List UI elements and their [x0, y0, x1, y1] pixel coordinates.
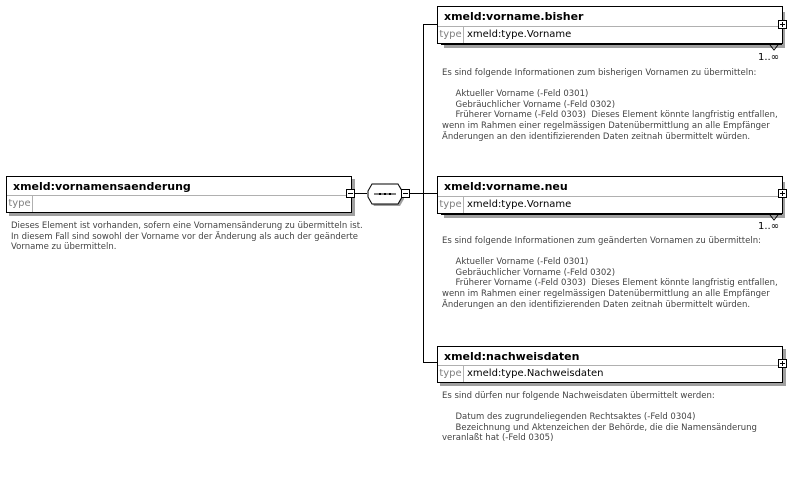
child-1-name: xmeld:vorname.bisher [444, 10, 584, 23]
child-2-element-box[interactable] [437, 176, 783, 214]
child-2-name: xmeld:vorname.neu [444, 180, 568, 193]
connector-child-2 [423, 193, 437, 194]
child-2-cardinality: 1..∞ [758, 221, 780, 232]
child-2-type-value: xmeld:type.Vorname [467, 199, 572, 210]
child-3-annotation: Es sind dürfen nur folgende Nachweisdaten übermittelt werden: Datum des zugrundeliegenden Rechtsaktes (-Feld 0304) Bezeichnung und Aktenzeichen der Behörde, die die Namensänderung veranlaßt hat (-Feld 0305) [442, 391, 757, 444]
child-1-type-value: xmeld:type.Vorname [467, 29, 572, 40]
root-type-label: type [7, 196, 33, 212]
child-1-type-label: type [438, 27, 464, 43]
child-3-type-row [438, 365, 782, 382]
root-type-row [7, 195, 351, 212]
child-3-expand-icon[interactable] [778, 359, 787, 368]
root-element-box[interactable] [6, 176, 352, 213]
child-3-type-label: type [438, 366, 464, 382]
child-1-expand-icon[interactable] [778, 20, 787, 29]
child-2-annotation: Es sind folgende Informationen zum geänderten Vornamen zu übermitteln: Aktueller Vorname (-Feld 0301) Gebräuchlicher Vorname (-Feld 0302) Früherer Vorname (-Feld 0303) Dieses Element könnte langfristig entfallen, wenn im Rahmen einer regelmässigen Datenübermittlung an alle Empfänger Änderungen an den identifizierenden Daten zeitnah übermittelt würden. [442, 236, 778, 310]
child-2-type-row [438, 196, 782, 213]
connector-sequence-trunk [410, 193, 423, 194]
child-3-element-box[interactable] [437, 346, 783, 383]
root-element-name: xmeld:vornamensaenderung [13, 180, 191, 193]
child-1-cardinality: 1..∞ [758, 52, 780, 63]
child-1-repeat-icon [769, 44, 779, 52]
child-2-expand-icon[interactable] [778, 189, 787, 198]
sequence-collapse-icon[interactable] [401, 189, 410, 198]
root-annotation: Dieses Element ist vorhanden, sofern eine Vornamensänderung zu übermitteln ist. In diesem Fall sind sowohl der Vorname vor der Änderung als auch der geänderte Vorname zu übermitteln. [11, 221, 363, 253]
root-collapse-icon[interactable] [346, 189, 355, 198]
connector-child-3 [423, 362, 437, 363]
connector-child-1 [423, 24, 437, 25]
child-1-type-row [438, 26, 782, 43]
child-3-type-value: xmeld:type.Nachweisdaten [467, 368, 604, 379]
child-2-type-label: type [438, 197, 464, 213]
child-3-name: xmeld:nachweisdaten [444, 350, 580, 363]
sequence-compositor[interactable] [366, 183, 404, 207]
child-1-element-box[interactable] [437, 6, 783, 44]
child-1-annotation: Es sind folgende Informationen zum bisherigen Vornamen zu übermitteln: Aktueller Vorname (-Feld 0301) Gebräuchlicher Vorname (-Feld 0302) Früherer Vorname (-Feld 0303) Dieses Element könnte langfristig entfallen, wenn im Rahmen einer regelmässigen Datenübermittlung an alle Empfänger Änderungen an den identifizierenden Daten zeitnah übermittelt würden. [442, 68, 778, 142]
